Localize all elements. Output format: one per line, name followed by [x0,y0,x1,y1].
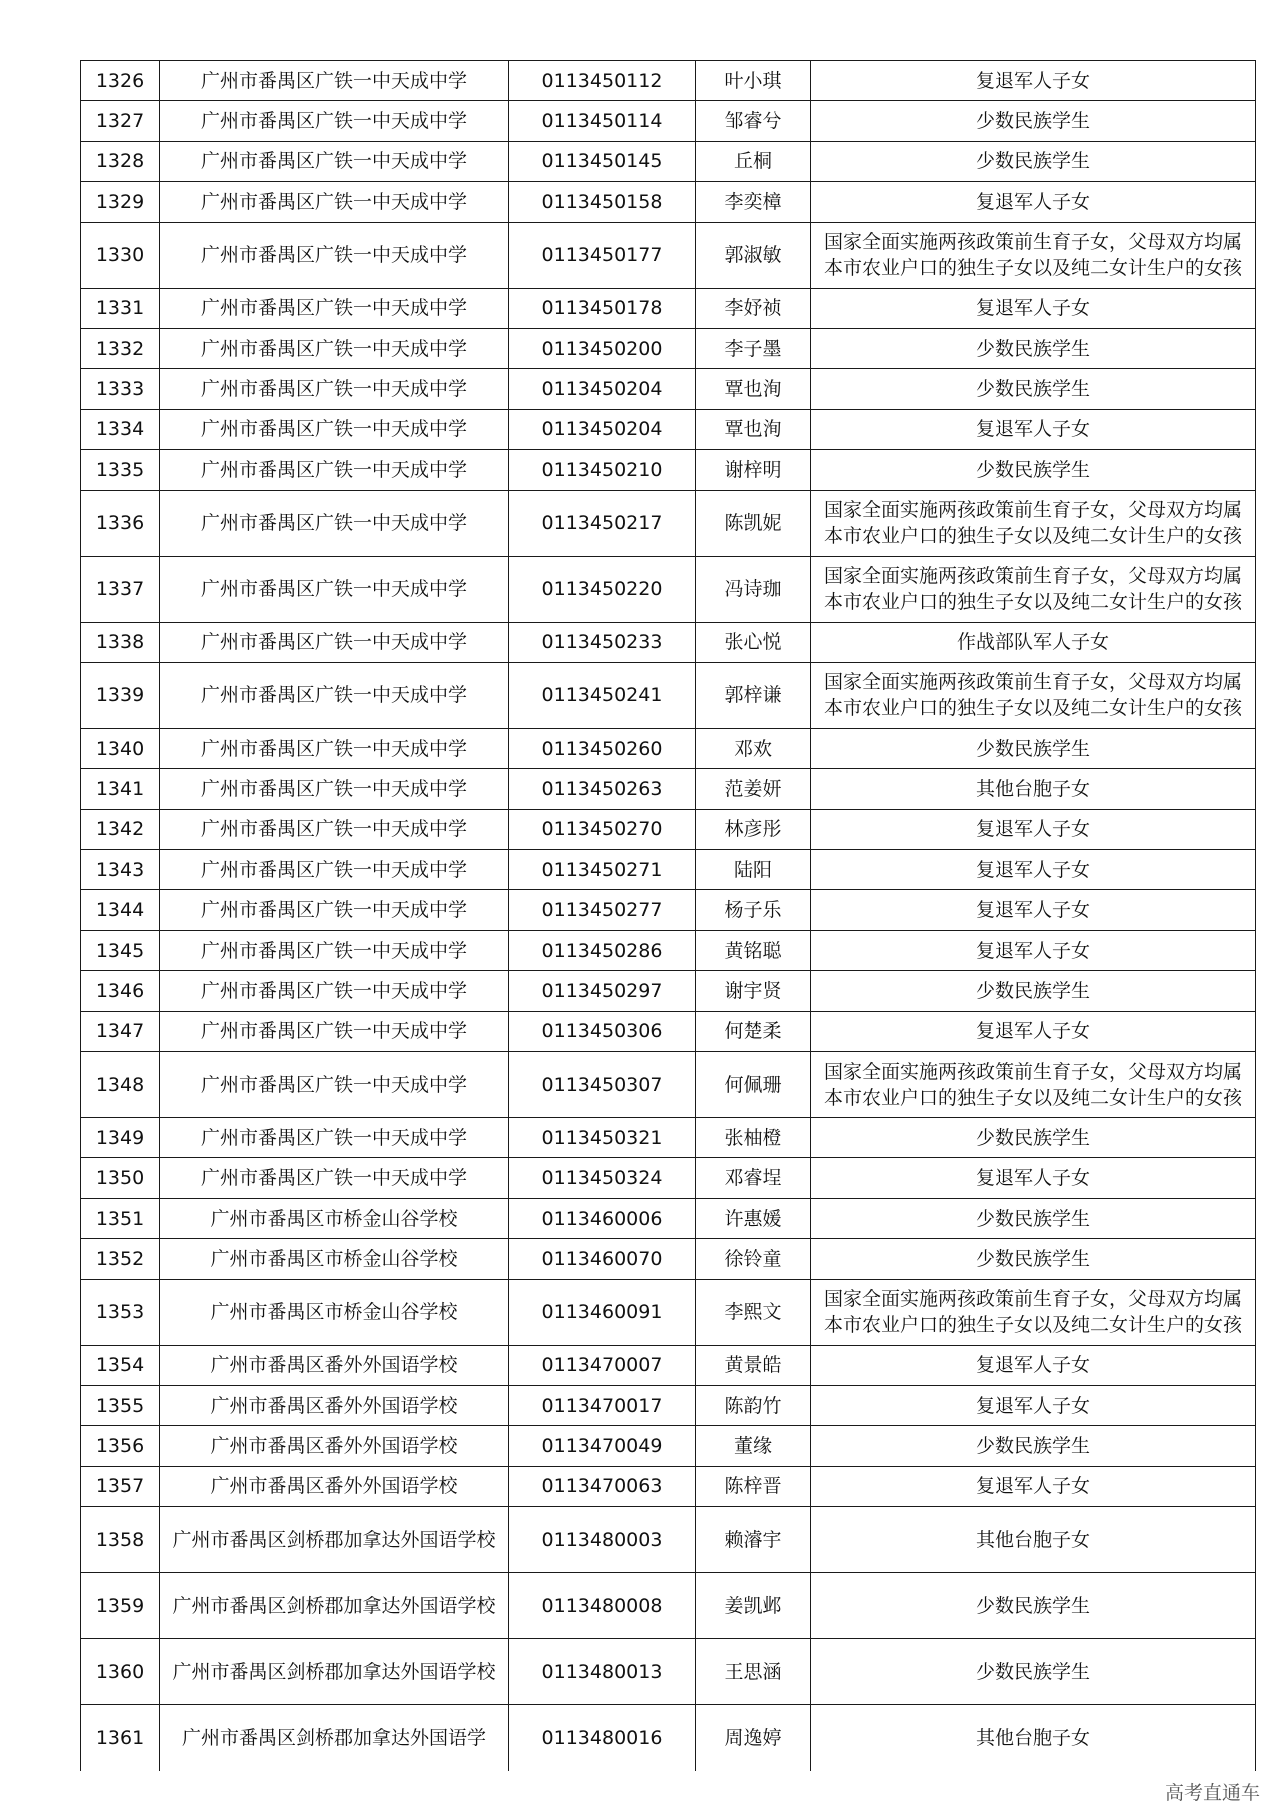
row-number-cell: 1351 [81,1198,160,1238]
school-name-cell: 广州市番禺区市桥金山谷学校 [160,1198,509,1238]
row-number-cell: 1344 [81,890,160,930]
category-cell: 少数民族学生 [811,1573,1256,1639]
student-name-cell: 张心悦 [696,622,811,662]
category-cell: 国家全面实施两孩政策前生育子女，父母双方均属本市农业户口的独生子女以及纯二女计生户的女孩 [811,490,1256,556]
table-row [81,1052,1256,1118]
student-name-cell: 谢宇贤 [696,971,811,1011]
table-row [81,1705,1256,1771]
school-name-cell: 广州市番禺区番外外国语学校 [160,1385,509,1425]
row-number-cell: 1343 [81,850,160,890]
school-name-cell: 广州市番禺区广铁一中天成中学 [160,328,509,368]
table-row [81,556,1256,622]
row-number-cell: 1360 [81,1639,160,1705]
student-id-cell: 0113470017 [509,1385,696,1425]
row-number-cell: 1328 [81,141,160,181]
student-id-cell: 0113450112 [509,61,696,101]
row-number-cell: 1354 [81,1345,160,1385]
student-id-cell: 0113470049 [509,1426,696,1466]
student-name-cell: 冯诗珈 [696,556,811,622]
student-name-cell: 黄铭聪 [696,930,811,970]
row-number-cell: 1361 [81,1705,160,1771]
row-number-cell: 1356 [81,1426,160,1466]
table-row [81,622,1256,662]
row-number-cell: 1352 [81,1239,160,1279]
category-cell: 少数民族学生 [811,1118,1256,1158]
table-row [81,769,1256,809]
student-name-cell: 徐铃童 [696,1239,811,1279]
category-cell: 少数民族学生 [811,728,1256,768]
category-cell: 其他台胞子女 [811,769,1256,809]
row-number-cell: 1332 [81,328,160,368]
row-number-cell: 1331 [81,288,160,328]
category-cell: 复退军人子女 [811,809,1256,849]
student-name-cell: 何楚柔 [696,1011,811,1051]
row-number-cell: 1353 [81,1279,160,1345]
category-cell: 作战部队军人子女 [811,622,1256,662]
school-name-cell: 广州市番禺区广铁一中天成中学 [160,1052,509,1118]
row-number-cell: 1326 [81,61,160,101]
student-id-cell: 0113450307 [509,1052,696,1118]
table-row [81,1385,1256,1425]
student-id-cell: 0113450233 [509,622,696,662]
category-cell: 少数民族学生 [811,1639,1256,1705]
student-id-cell: 0113450297 [509,971,696,1011]
row-number-cell: 1340 [81,728,160,768]
school-name-cell: 广州市番禺区广铁一中天成中学 [160,1158,509,1198]
category-cell: 复退军人子女 [811,890,1256,930]
table-row [81,490,1256,556]
student-name-cell: 林彦彤 [696,809,811,849]
student-name-cell: 邓睿埕 [696,1158,811,1198]
school-name-cell: 广州市番禺区广铁一中天成中学 [160,1011,509,1051]
table-row [81,1239,1256,1279]
category-cell: 复退军人子女 [811,1158,1256,1198]
category-cell: 少数民族学生 [811,328,1256,368]
row-number-cell: 1335 [81,450,160,490]
student-name-cell: 李妤祯 [696,288,811,328]
school-name-cell: 广州市番禺区广铁一中天成中学 [160,850,509,890]
table-row [81,141,1256,181]
student-name-cell: 黄景皓 [696,1345,811,1385]
school-name-cell: 广州市番禺区广铁一中天成中学 [160,450,509,490]
school-name-cell: 广州市番禺区番外外国语学校 [160,1466,509,1506]
student-id-cell: 0113450200 [509,328,696,368]
school-name-cell: 广州市番禺区广铁一中天成中学 [160,622,509,662]
student-id-cell: 0113450286 [509,930,696,970]
student-id-cell: 0113450204 [509,409,696,449]
school-name-cell: 广州市番禺区番外外国语学校 [160,1426,509,1466]
student-id-cell: 0113480016 [509,1705,696,1771]
school-name-cell: 广州市番禺区番外外国语学校 [160,1345,509,1385]
table-row [81,182,1256,222]
row-number-cell: 1355 [81,1385,160,1425]
table-row [81,1573,1256,1639]
student-name-cell: 范姜妍 [696,769,811,809]
school-name-cell: 广州市番禺区广铁一中天成中学 [160,141,509,181]
category-cell: 复退军人子女 [811,409,1256,449]
student-id-cell: 0113450177 [509,222,696,288]
category-cell: 其他台胞子女 [811,1705,1256,1771]
school-name-cell: 广州市番禺区剑桥郡加拿达外国语学校 [160,1639,509,1705]
student-id-cell: 0113470063 [509,1466,696,1506]
student-name-cell: 邓欢 [696,728,811,768]
student-name-cell: 谢梓明 [696,450,811,490]
category-cell: 国家全面实施两孩政策前生育子女，父母双方均属本市农业户口的独生子女以及纯二女计生户的女孩 [811,1052,1256,1118]
category-cell: 复退军人子女 [811,1011,1256,1051]
student-name-cell: 杨子乐 [696,890,811,930]
school-name-cell: 广州市番禺区广铁一中天成中学 [160,490,509,556]
student-id-cell: 0113450260 [509,728,696,768]
category-cell: 少数民族学生 [811,369,1256,409]
student-id-cell: 0113450217 [509,490,696,556]
category-cell: 国家全面实施两孩政策前生育子女，父母双方均属本市农业户口的独生子女以及纯二女计生户的女孩 [811,222,1256,288]
student-name-cell: 覃也洵 [696,369,811,409]
row-number-cell: 1329 [81,182,160,222]
row-number-cell: 1337 [81,556,160,622]
student-name-cell: 陈韵竹 [696,1385,811,1425]
table-row [81,288,1256,328]
row-number-cell: 1357 [81,1466,160,1506]
row-number-cell: 1333 [81,369,160,409]
table-row [81,450,1256,490]
row-number-cell: 1336 [81,490,160,556]
table-row [81,1507,1256,1573]
row-number-cell: 1359 [81,1573,160,1639]
category-cell: 少数民族学生 [811,101,1256,141]
table-row [81,809,1256,849]
row-number-cell: 1342 [81,809,160,849]
row-number-cell: 1338 [81,622,160,662]
school-name-cell: 广州市番禺区广铁一中天成中学 [160,409,509,449]
student-name-cell: 郭梓谦 [696,662,811,728]
category-cell: 少数民族学生 [811,141,1256,181]
category-cell: 少数民族学生 [811,450,1256,490]
table-row [81,1466,1256,1506]
student-id-cell: 0113450324 [509,1158,696,1198]
school-name-cell: 广州市番禺区广铁一中天成中学 [160,222,509,288]
table-row [81,1011,1256,1051]
category-cell: 复退军人子女 [811,61,1256,101]
table-row [81,850,1256,890]
row-number-cell: 1330 [81,222,160,288]
student-id-cell: 0113450306 [509,1011,696,1051]
table-row [81,930,1256,970]
table-row [81,1345,1256,1385]
student-id-cell: 0113460006 [509,1198,696,1238]
student-id-cell: 0113480008 [509,1573,696,1639]
student-id-cell: 0113460091 [509,1279,696,1345]
student-id-cell: 0113450114 [509,101,696,141]
school-name-cell: 广州市番禺区广铁一中天成中学 [160,101,509,141]
student-id-cell: 0113450321 [509,1118,696,1158]
table-row [81,890,1256,930]
row-number-cell: 1347 [81,1011,160,1051]
student-name-cell: 何佩珊 [696,1052,811,1118]
student-name-cell: 覃也洵 [696,409,811,449]
student-id-cell: 0113450178 [509,288,696,328]
school-name-cell: 广州市番禺区市桥金山谷学校 [160,1279,509,1345]
table-row [81,101,1256,141]
school-name-cell: 广州市番禺区市桥金山谷学校 [160,1239,509,1279]
table-row [81,662,1256,728]
roster-table [80,60,1256,1771]
student-name-cell: 丘桐 [696,141,811,181]
category-cell: 国家全面实施两孩政策前生育子女，父母双方均属本市农业户口的独生子女以及纯二女计生户的女孩 [811,662,1256,728]
student-name-cell: 王思涵 [696,1639,811,1705]
category-cell: 复退军人子女 [811,930,1256,970]
student-id-cell: 0113480003 [509,1507,696,1573]
school-name-cell: 广州市番禺区剑桥郡加拿达外国语学 [160,1705,509,1771]
student-name-cell: 周逸婷 [696,1705,811,1771]
table-row [81,1639,1256,1705]
student-id-cell: 0113450204 [509,369,696,409]
category-cell: 复退军人子女 [811,288,1256,328]
row-number-cell: 1348 [81,1052,160,1118]
category-cell: 少数民族学生 [811,1239,1256,1279]
table-row [81,61,1256,101]
category-cell: 复退军人子女 [811,1385,1256,1425]
category-cell: 少数民族学生 [811,1198,1256,1238]
row-number-cell: 1341 [81,769,160,809]
category-cell: 国家全面实施两孩政策前生育子女，父母双方均属本市农业户口的独生子女以及纯二女计生户的女孩 [811,556,1256,622]
student-name-cell: 陈凯妮 [696,490,811,556]
row-number-cell: 1345 [81,930,160,970]
row-number-cell: 1327 [81,101,160,141]
student-id-cell: 0113450263 [509,769,696,809]
table-row [81,1198,1256,1238]
student-id-cell: 0113450241 [509,662,696,728]
student-name-cell: 李奕樟 [696,182,811,222]
school-name-cell: 广州市番禺区广铁一中天成中学 [160,890,509,930]
table-row [81,971,1256,1011]
student-name-cell: 邹睿兮 [696,101,811,141]
school-name-cell: 广州市番禺区广铁一中天成中学 [160,930,509,970]
school-name-cell: 广州市番禺区广铁一中天成中学 [160,971,509,1011]
school-name-cell: 广州市番禺区广铁一中天成中学 [160,809,509,849]
student-id-cell: 0113450271 [509,850,696,890]
roster-body [81,61,1256,1771]
student-id-cell: 0113470007 [509,1345,696,1385]
category-cell: 复退军人子女 [811,1466,1256,1506]
student-id-cell: 0113450158 [509,182,696,222]
school-name-cell: 广州市番禺区广铁一中天成中学 [160,369,509,409]
row-number-cell: 1350 [81,1158,160,1198]
student-name-cell: 赖濬宇 [696,1507,811,1573]
student-name-cell: 叶小琪 [696,61,811,101]
student-id-cell: 0113450270 [509,809,696,849]
student-id-cell: 0113450210 [509,450,696,490]
student-name-cell: 姜凯邺 [696,1573,811,1639]
category-cell: 国家全面实施两孩政策前生育子女，父母双方均属本市农业户口的独生子女以及纯二女计生户的女孩 [811,1279,1256,1345]
category-cell: 复退军人子女 [811,182,1256,222]
school-name-cell: 广州市番禺区剑桥郡加拿达外国语学校 [160,1573,509,1639]
student-id-cell: 0113450145 [509,141,696,181]
student-name-cell: 董缘 [696,1426,811,1466]
table-row [81,409,1256,449]
category-cell: 其他台胞子女 [811,1507,1256,1573]
category-cell: 少数民族学生 [811,971,1256,1011]
student-name-cell: 许惠媛 [696,1198,811,1238]
table-row [81,328,1256,368]
row-number-cell: 1349 [81,1118,160,1158]
table-row [81,1118,1256,1158]
student-id-cell: 0113460070 [509,1239,696,1279]
table-row [81,728,1256,768]
category-cell: 复退军人子女 [811,850,1256,890]
student-id-cell: 0113450220 [509,556,696,622]
school-name-cell: 广州市番禺区广铁一中天成中学 [160,769,509,809]
school-name-cell: 广州市番禺区广铁一中天成中学 [160,662,509,728]
student-name-cell: 郭淑敏 [696,222,811,288]
student-name-cell: 陈梓晋 [696,1466,811,1506]
school-name-cell: 广州市番禺区广铁一中天成中学 [160,61,509,101]
school-name-cell: 广州市番禺区广铁一中天成中学 [160,1118,509,1158]
row-number-cell: 1358 [81,1507,160,1573]
school-name-cell: 广州市番禺区剑桥郡加拿达外国语学校 [160,1507,509,1573]
row-number-cell: 1334 [81,409,160,449]
table-row [81,369,1256,409]
school-name-cell: 广州市番禺区广铁一中天成中学 [160,288,509,328]
category-cell: 复退军人子女 [811,1345,1256,1385]
student-name-cell: 李熙文 [696,1279,811,1345]
student-name-cell: 李子墨 [696,328,811,368]
category-cell: 少数民族学生 [811,1426,1256,1466]
watermark: 高考直通车 [1164,1782,1260,1804]
row-number-cell: 1346 [81,971,160,1011]
student-name-cell: 张柚橙 [696,1118,811,1158]
table-row [81,1158,1256,1198]
school-name-cell: 广州市番禺区广铁一中天成中学 [160,728,509,768]
table-row [81,222,1256,288]
student-id-cell: 0113480013 [509,1639,696,1705]
table-row [81,1279,1256,1345]
table-row [81,1426,1256,1466]
school-name-cell: 广州市番禺区广铁一中天成中学 [160,182,509,222]
student-id-cell: 0113450277 [509,890,696,930]
row-number-cell: 1339 [81,662,160,728]
student-name-cell: 陆阳 [696,850,811,890]
school-name-cell: 广州市番禺区广铁一中天成中学 [160,556,509,622]
